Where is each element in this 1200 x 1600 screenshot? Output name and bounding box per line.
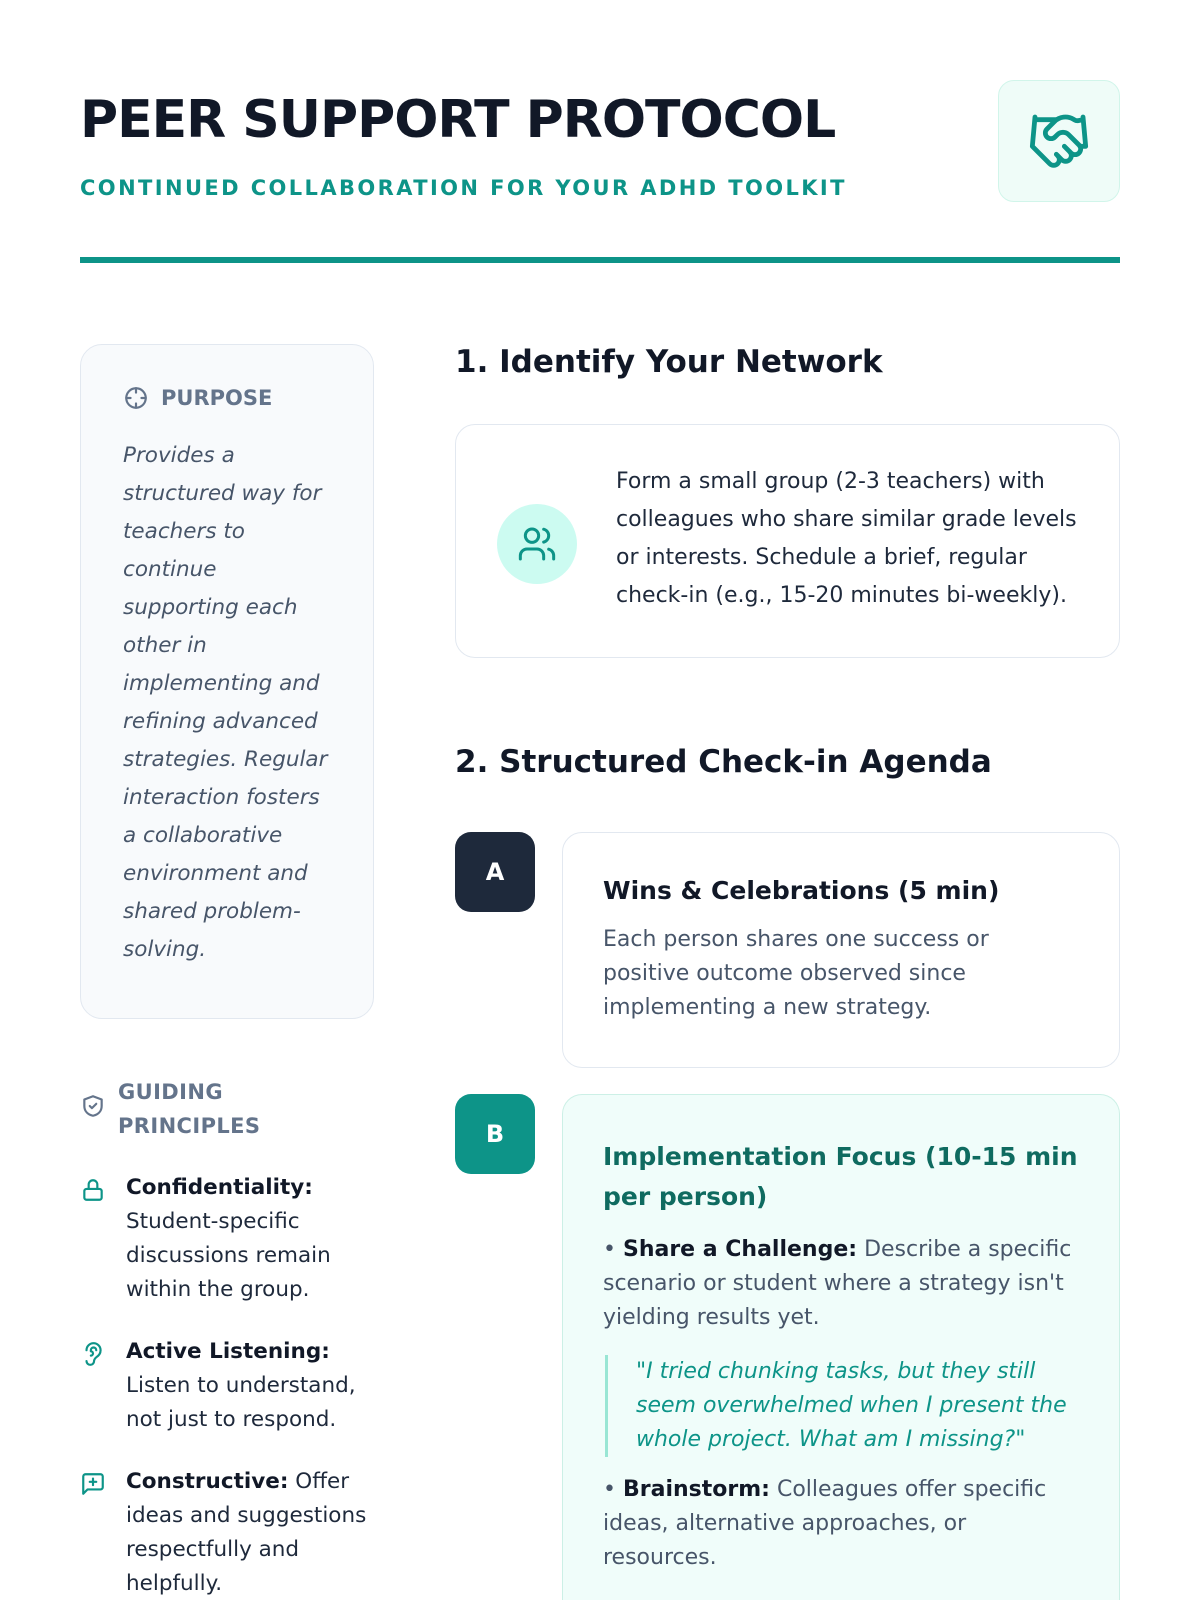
users-icon-circle bbox=[497, 504, 577, 584]
header-divider bbox=[80, 257, 1120, 263]
main-content bbox=[455, 344, 1120, 1600]
principle-title: Constructive: bbox=[126, 1469, 289, 1494]
step-bullet: • Share a Challenge: Describe a specific scenario or student where a strategy isn't yielding results yet. bbox=[603, 1237, 1072, 1330]
section-title: 1. Identify Your Network bbox=[455, 344, 883, 380]
principle-item bbox=[80, 1335, 374, 1437]
principle-item bbox=[80, 1171, 374, 1307]
shield-check-icon bbox=[80, 1093, 106, 1119]
principle-text: Listen to understand, not just to respond. bbox=[126, 1373, 356, 1432]
purpose-card bbox=[80, 344, 374, 1019]
bullet-label: Brainstorm: bbox=[622, 1477, 770, 1502]
page-title: PEER SUPPORT PROTOCOL bbox=[80, 90, 836, 150]
step-title: Wins & Celebrations (5 min) bbox=[603, 876, 1000, 905]
agenda-step bbox=[455, 832, 1120, 1066]
principle-text: Student-specific discussions remain within the group. bbox=[126, 1209, 331, 1302]
sidebar bbox=[80, 344, 374, 1600]
agenda-step bbox=[455, 1094, 1120, 1600]
principle-text: Offer ideas and suggestions respectfully and helpfully. bbox=[126, 1469, 367, 1596]
step-title: Implementation Focus (10-15 min per person) bbox=[603, 1142, 1078, 1211]
purpose-label: PURPOSE bbox=[161, 386, 273, 410]
bullet-text: Colleagues offer specific ideas, alternative approaches, or resources. bbox=[603, 1477, 1047, 1570]
ear-icon bbox=[80, 1341, 106, 1367]
logo-tile bbox=[998, 80, 1120, 202]
lock-icon bbox=[80, 1177, 106, 1203]
step-bullet: • Brainstorm: Colleagues offer specific ideas, alternative approaches, or resources. bbox=[603, 1477, 1047, 1570]
step-badge: A bbox=[455, 832, 535, 912]
principle-title: Confidentiality: bbox=[126, 1175, 313, 1200]
example-quote: "I tried chunking tasks, but they still seem overwhelmed when I present the whole project. What am I missing?" bbox=[605, 1355, 1079, 1457]
principle-item bbox=[80, 1465, 374, 1600]
step-card bbox=[562, 1094, 1120, 1600]
page-header bbox=[80, 80, 1120, 263]
step-badge: B bbox=[455, 1094, 535, 1174]
principle-title: Active Listening: bbox=[126, 1339, 330, 1364]
network-card bbox=[455, 424, 1120, 658]
bullet-label: Share a Challenge: bbox=[622, 1237, 858, 1262]
bullet-text: Describe a specific scenario or student where a strategy isn't yielding results yet. bbox=[603, 1237, 1072, 1330]
handshake-icon bbox=[1027, 109, 1091, 173]
step-text: Each person shares one success or positive outcome observed since implementing a new strategy. bbox=[603, 927, 989, 1020]
step-card bbox=[562, 832, 1120, 1068]
section-title: 2. Structured Check-in Agenda bbox=[455, 744, 992, 780]
crosshair-icon bbox=[123, 385, 149, 411]
purpose-text: Provides a structured way for teachers to continue supporting each other in implementing and refining advanced strategies. Regular interaction fosters a collaborative environment and shared problem-solving. bbox=[123, 443, 328, 962]
users-icon bbox=[517, 524, 557, 564]
principles-label: GUIDING PRINCIPLES bbox=[118, 1080, 261, 1138]
guiding-principles bbox=[80, 1075, 374, 1600]
page-subtitle: CONTINUED COLLABORATION FOR YOUR ADHD TOOLKIT bbox=[80, 176, 847, 200]
message-plus-icon bbox=[80, 1471, 106, 1497]
network-text: Form a small group (2-3 teachers) with colleagues who share similar grade levels or interests. Schedule a brief, regular check-in (e.g., 15-20 minutes bi-weekly). bbox=[616, 469, 1077, 608]
